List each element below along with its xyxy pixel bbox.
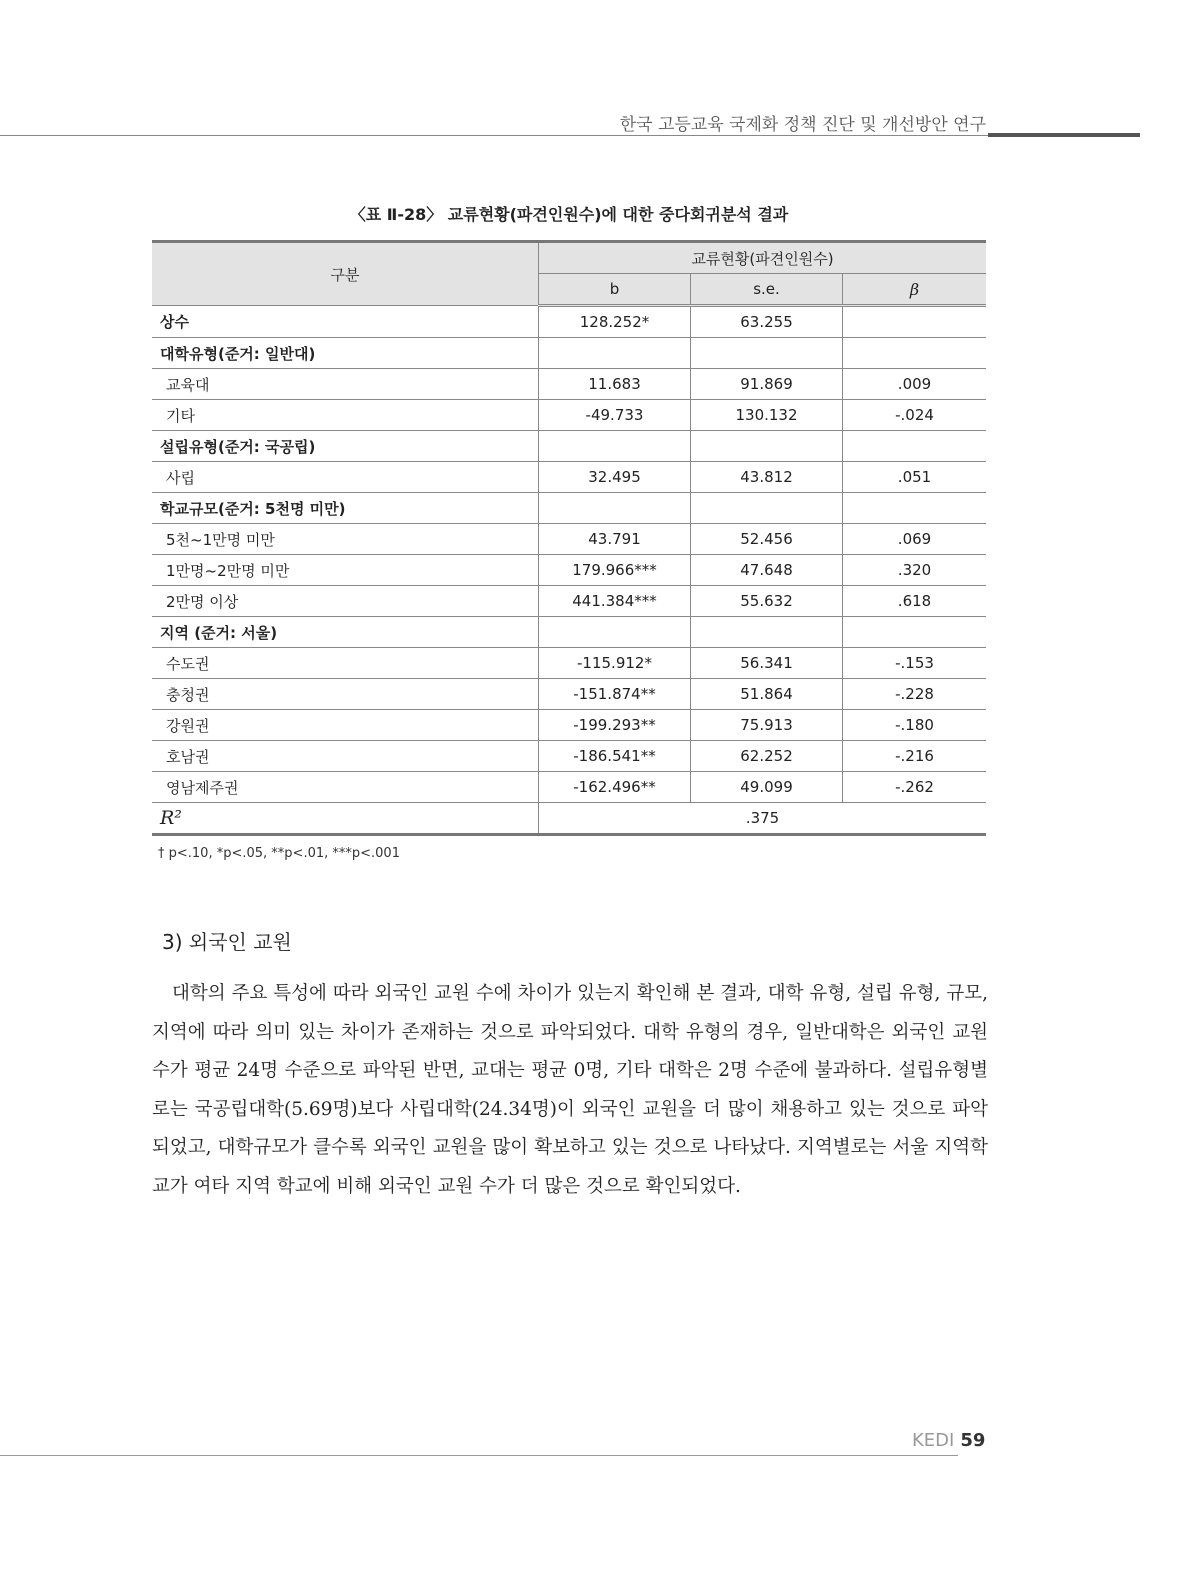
cell-label: 수도권	[152, 648, 539, 679]
cell-se: 130.132	[691, 400, 843, 431]
cell-label: 5천~1만명 미만	[152, 524, 539, 555]
cell-beta: -.153	[843, 648, 987, 679]
table-row	[152, 462, 986, 493]
cell-b	[539, 338, 691, 369]
cell-beta	[843, 493, 987, 524]
header-label: 구분	[152, 242, 539, 306]
cell-b: 441.384***	[539, 586, 691, 617]
cell-se	[691, 617, 843, 648]
cell-label: 지역 (준거: 서울)	[152, 617, 539, 648]
cell-b: 11.683	[539, 369, 691, 400]
table-row	[152, 524, 986, 555]
cell-b: -49.733	[539, 400, 691, 431]
cell-se	[691, 431, 843, 462]
table-row	[152, 648, 986, 679]
cell-b	[539, 431, 691, 462]
cell-label: 2만명 이상	[152, 586, 539, 617]
cell-se: 56.341	[691, 648, 843, 679]
cell-beta: -.228	[843, 679, 987, 710]
cell-se: 49.099	[691, 772, 843, 803]
cell-beta	[843, 617, 987, 648]
table-row	[152, 741, 986, 772]
table-row	[152, 431, 986, 462]
table-row	[152, 710, 986, 741]
cell-b: 179.966***	[539, 555, 691, 586]
cell-b: -151.874**	[539, 679, 691, 710]
table-row	[152, 772, 986, 803]
body-paragraph: 대학의 주요 특성에 따라 외국인 교원 수에 차이가 있는지 확인해 본 결과, 대학 유형, 설립 유형, 규모, 지역에 따라 의미 있는 차이가 존재하는 것으로 파악되었다. 대학 유형의 경우, 일반대학은 외국인 교원 수가 평균 24명 수준으로 파악된 반면, 교대는 평균 0명, 기타 대학은 2명 수준에 불과하다. 설립유형별로는 국공립대학(5.69명)보다 사립대학(24.34명)이 외국인 교원을 더 많이 채용하고 있는 것으로 파악되었고, 대학규모가 클수록 외국인 교원을 많이 확보하고 있는 것으로 나타났다. 지역별로는 서울 지역학교가 여타 지역 학교에 비해 외국인 교원 수가 더 많은 것으로 확인되었다.	[152, 983, 988, 1197]
running-header: 한국 고등교육 국제화 정책 진단 및 개선방안 연구	[619, 115, 986, 135]
cell-b	[539, 493, 691, 524]
cell-se: 55.632	[691, 586, 843, 617]
table-footnote: † p<.10, *p<.05, **p<.01, ***p<.001	[158, 846, 400, 861]
cell-b: 43.791	[539, 524, 691, 555]
header-group: 교류현황(파견인원수)	[539, 242, 987, 274]
table-row	[152, 306, 986, 338]
table-row	[152, 617, 986, 648]
cell-beta: -.262	[843, 772, 987, 803]
page-footer	[912, 1430, 985, 1451]
cell-se	[691, 493, 843, 524]
cell-b: 128.252*	[539, 306, 691, 338]
cell-label: 교육대	[152, 369, 539, 400]
table-row	[152, 369, 986, 400]
cell-label: 충청권	[152, 679, 539, 710]
section-heading: 3) 외국인 교원	[162, 930, 292, 954]
table-row	[152, 679, 986, 710]
header-bar	[988, 133, 1140, 137]
cell-b: -115.912*	[539, 648, 691, 679]
cell-beta	[843, 306, 987, 338]
r2-value: .375	[539, 803, 987, 835]
col-b: b	[539, 274, 691, 306]
cell-beta	[843, 431, 987, 462]
cell-beta: .320	[843, 555, 987, 586]
cell-beta: -.024	[843, 400, 987, 431]
table-row	[152, 338, 986, 369]
cell-label: 사립	[152, 462, 539, 493]
cell-label: 학교규모(준거: 5천명 미만)	[152, 493, 539, 524]
cell-beta	[843, 338, 987, 369]
cell-se: 91.869	[691, 369, 843, 400]
cell-beta: .069	[843, 524, 987, 555]
table-caption: 〈표 Ⅱ-28〉 교류현황(파견인원수)에 대한 중다회귀분석 결과	[349, 205, 789, 224]
cell-label: 강원권	[152, 710, 539, 741]
table-row	[152, 493, 986, 524]
cell-b: -199.293**	[539, 710, 691, 741]
publisher-label: KEDI	[912, 1430, 955, 1451]
cell-label: 설립유형(준거: 국공립)	[152, 431, 539, 462]
table-row	[152, 400, 986, 431]
cell-b: 32.495	[539, 462, 691, 493]
cell-beta: -.180	[843, 710, 987, 741]
col-beta: β	[843, 274, 987, 306]
table-row	[152, 586, 986, 617]
cell-se: 51.864	[691, 679, 843, 710]
cell-b	[539, 617, 691, 648]
cell-se	[691, 338, 843, 369]
cell-beta: .618	[843, 586, 987, 617]
cell-label: 호남권	[152, 741, 539, 772]
cell-b: -186.541**	[539, 741, 691, 772]
cell-se: 52.456	[691, 524, 843, 555]
cell-label: 기타	[152, 400, 539, 431]
cell-se: 62.252	[691, 741, 843, 772]
header-rule	[0, 135, 988, 136]
cell-se: 43.812	[691, 462, 843, 493]
page-number: 59	[960, 1430, 986, 1451]
regression-table	[152, 240, 986, 836]
r2-label: R²	[152, 803, 539, 835]
cell-beta: .051	[843, 462, 987, 493]
footer-rule	[0, 1455, 958, 1456]
cell-beta: -.216	[843, 741, 987, 772]
col-se: s.e.	[691, 274, 843, 306]
cell-se: 75.913	[691, 710, 843, 741]
cell-beta: .009	[843, 369, 987, 400]
cell-label: 영남제주권	[152, 772, 539, 803]
cell-label: 1만명~2만명 미만	[152, 555, 539, 586]
table-row	[152, 555, 986, 586]
cell-label: 상수	[152, 306, 539, 338]
cell-label: 대학유형(준거: 일반대)	[152, 338, 539, 369]
cell-b: -162.496**	[539, 772, 691, 803]
cell-se: 63.255	[691, 306, 843, 338]
cell-se: 47.648	[691, 555, 843, 586]
